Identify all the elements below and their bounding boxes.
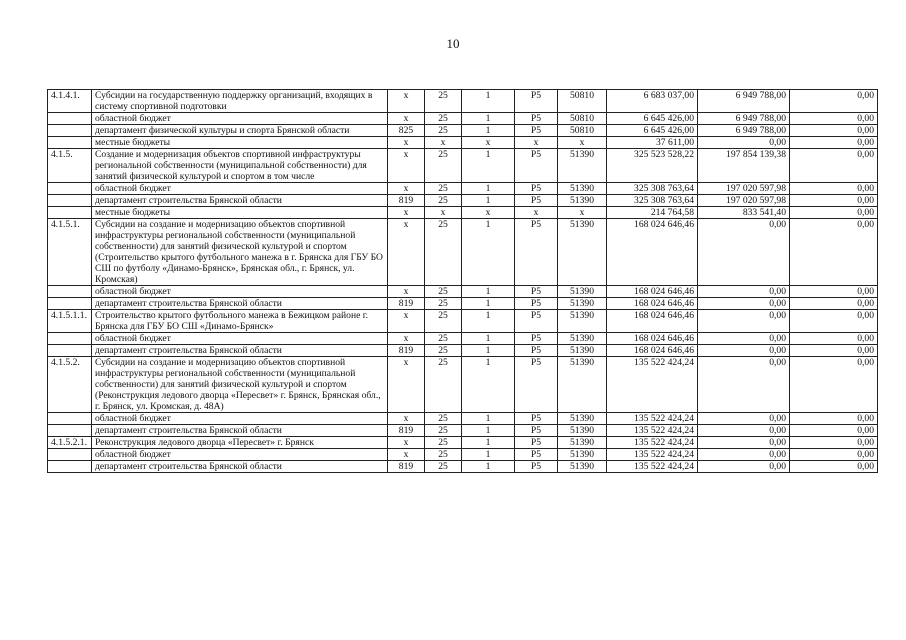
grbs-cell: 819 — [388, 195, 425, 207]
target-article-prefix-cell: х — [515, 207, 558, 219]
amount-year3-cell: 0,00 — [790, 207, 878, 219]
name-cell: местные бюджеты — [92, 137, 388, 149]
amount-year1-cell: 325 308 763,64 — [607, 195, 698, 207]
code-cell — [48, 113, 92, 125]
table-row — [48, 425, 878, 437]
target-article-prefix-cell: P5 — [515, 298, 558, 310]
target-article-prefix-cell: P5 — [515, 413, 558, 425]
amount-year3-cell: 0,00 — [790, 149, 878, 183]
code-cell — [48, 195, 92, 207]
grbs-cell: х — [388, 286, 425, 298]
grbs-cell: х — [388, 207, 425, 219]
subsection-cell: 1 — [462, 183, 515, 195]
amount-year2-cell: 0,00 — [698, 345, 790, 357]
target-article-code-cell: 51390 — [558, 425, 607, 437]
target-article-code-cell: 50810 — [558, 90, 607, 113]
target-article-code-cell: 51390 — [558, 298, 607, 310]
amount-year3-cell: 0,00 — [790, 333, 878, 345]
target-article-prefix-cell: P5 — [515, 449, 558, 461]
section-cell: х — [425, 207, 462, 219]
amount-year2-cell: 6 949 788,00 — [698, 90, 790, 113]
grbs-cell: х — [388, 137, 425, 149]
target-article-code-cell: 51390 — [558, 219, 607, 286]
grbs-cell: х — [388, 183, 425, 195]
subsection-cell: 1 — [462, 345, 515, 357]
table-row — [48, 113, 878, 125]
code-cell — [48, 207, 92, 219]
target-article-prefix-cell: P5 — [515, 113, 558, 125]
amount-year2-cell: 0,00 — [698, 425, 790, 437]
code-cell: 4.1.5.2.1. — [48, 437, 92, 449]
subsection-cell: 1 — [462, 449, 515, 461]
section-cell: 25 — [425, 425, 462, 437]
subsection-cell: 1 — [462, 125, 515, 137]
section-cell: 25 — [425, 310, 462, 333]
amount-year3-cell: 0,00 — [790, 413, 878, 425]
target-article-prefix-cell: P5 — [515, 357, 558, 413]
name-cell: областной бюджет — [92, 286, 388, 298]
amount-year1-cell: 168 024 646,46 — [607, 298, 698, 310]
target-article-code-cell: 51390 — [558, 461, 607, 473]
amount-year2-cell: 0,00 — [698, 333, 790, 345]
section-cell: 25 — [425, 298, 462, 310]
name-cell: департамент строительства Брянской области — [92, 195, 388, 207]
name-cell: областной бюджет — [92, 449, 388, 461]
amount-year3-cell: 0,00 — [790, 425, 878, 437]
grbs-cell: х — [388, 113, 425, 125]
code-cell — [48, 298, 92, 310]
section-cell: 25 — [425, 183, 462, 195]
table-row — [48, 333, 878, 345]
table-row — [48, 90, 878, 113]
grbs-cell: х — [388, 449, 425, 461]
amount-year1-cell: 168 024 646,46 — [607, 310, 698, 333]
table-row — [48, 125, 878, 137]
target-article-code-cell: 51390 — [558, 449, 607, 461]
grbs-cell: 819 — [388, 425, 425, 437]
name-cell: областной бюджет — [92, 183, 388, 195]
target-article-code-cell: х — [558, 207, 607, 219]
name-cell: департамент строительства Брянской области — [92, 425, 388, 437]
target-article-prefix-cell: P5 — [515, 286, 558, 298]
subsection-cell: 1 — [462, 195, 515, 207]
amount-year3-cell: 0,00 — [790, 461, 878, 473]
grbs-cell: 819 — [388, 461, 425, 473]
table-row — [48, 183, 878, 195]
target-article-code-cell: 51390 — [558, 286, 607, 298]
target-article-prefix-cell: P5 — [515, 461, 558, 473]
code-cell — [48, 413, 92, 425]
amount-year1-cell: 6 683 037,00 — [607, 90, 698, 113]
amount-year1-cell: 168 024 646,46 — [607, 333, 698, 345]
target-article-prefix-cell: P5 — [515, 219, 558, 286]
section-cell: 25 — [425, 195, 462, 207]
amount-year2-cell: 0,00 — [698, 437, 790, 449]
amount-year1-cell: 168 024 646,46 — [607, 219, 698, 286]
amount-year2-cell: 0,00 — [698, 413, 790, 425]
code-cell — [48, 345, 92, 357]
target-article-code-cell: 51390 — [558, 149, 607, 183]
table-row — [48, 219, 878, 286]
subsection-cell: 1 — [462, 90, 515, 113]
name-cell: департамент строительства Брянской области — [92, 298, 388, 310]
budget-table — [47, 89, 878, 473]
code-cell — [48, 125, 92, 137]
amount-year3-cell: 0,00 — [790, 125, 878, 137]
amount-year3-cell: 0,00 — [790, 286, 878, 298]
amount-year2-cell: 6 949 788,00 — [698, 125, 790, 137]
code-cell: 4.1.5.1. — [48, 219, 92, 286]
grbs-cell: 819 — [388, 298, 425, 310]
section-cell: 25 — [425, 219, 462, 286]
amount-year2-cell: 197 020 597,98 — [698, 195, 790, 207]
target-article-prefix-cell: P5 — [515, 183, 558, 195]
name-cell: Субсидии на создание и модернизацию объектов спортивной инфраструктуры региональной собственности (муниципальной собственности) для занятий физической культурой и спортом (Строительство крытого футбольного манежа в г. Брянска для ГБУ БО СШ по футболу «Динамо-Брянск», Брянская обл., г. Брянск, ул. Кромская) — [92, 219, 388, 286]
amount-year1-cell: 37 611,00 — [607, 137, 698, 149]
table-row — [48, 345, 878, 357]
subsection-cell: 1 — [462, 437, 515, 449]
amount-year2-cell: 0,00 — [698, 357, 790, 413]
amount-year1-cell: 135 522 424,24 — [607, 461, 698, 473]
section-cell: х — [425, 137, 462, 149]
subsection-cell: х — [462, 137, 515, 149]
target-article-code-cell: х — [558, 137, 607, 149]
grbs-cell: х — [388, 413, 425, 425]
section-cell: 25 — [425, 461, 462, 473]
amount-year1-cell: 135 522 424,24 — [607, 449, 698, 461]
target-article-prefix-cell: х — [515, 137, 558, 149]
section-cell: 25 — [425, 90, 462, 113]
subsection-cell: 1 — [462, 425, 515, 437]
table-row — [48, 286, 878, 298]
name-cell: местные бюджеты — [92, 207, 388, 219]
subsection-cell: 1 — [462, 149, 515, 183]
grbs-cell: 819 — [388, 345, 425, 357]
table-row — [48, 449, 878, 461]
amount-year1-cell: 6 645 426,00 — [607, 125, 698, 137]
code-cell — [48, 449, 92, 461]
subsection-cell: 1 — [462, 113, 515, 125]
amount-year2-cell: 0,00 — [698, 461, 790, 473]
amount-year1-cell: 135 522 424,24 — [607, 357, 698, 413]
code-cell — [48, 333, 92, 345]
section-cell: 25 — [425, 449, 462, 461]
amount-year2-cell: 6 949 788,00 — [698, 113, 790, 125]
target-article-prefix-cell: P5 — [515, 437, 558, 449]
amount-year2-cell: 197 854 139,38 — [698, 149, 790, 183]
target-article-prefix-cell: P5 — [515, 125, 558, 137]
amount-year3-cell: 0,00 — [790, 195, 878, 207]
amount-year3-cell: 0,00 — [790, 183, 878, 195]
target-article-prefix-cell: P5 — [515, 149, 558, 183]
target-article-prefix-cell: P5 — [515, 90, 558, 113]
name-cell: Субсидии на создание и модернизацию объектов спортивной инфраструктуры региональной собственности (муниципальной собственности) для занятий физической культурой и спортом (Реконструкция ледового дворца «Пересвет» г. Брянск, Брянская обл., г. Брянск, ул. Кромская, д. 48А) — [92, 357, 388, 413]
subsection-cell: 1 — [462, 286, 515, 298]
amount-year1-cell: 135 522 424,24 — [607, 413, 698, 425]
section-cell: 25 — [425, 357, 462, 413]
amount-year3-cell: 0,00 — [790, 345, 878, 357]
code-cell — [48, 286, 92, 298]
amount-year2-cell: 0,00 — [698, 310, 790, 333]
code-cell: 4.1.4.1. — [48, 90, 92, 113]
name-cell: областной бюджет — [92, 413, 388, 425]
subsection-cell: 1 — [462, 219, 515, 286]
table-row — [48, 137, 878, 149]
target-article-prefix-cell: P5 — [515, 333, 558, 345]
amount-year3-cell: 0,00 — [790, 357, 878, 413]
amount-year1-cell: 325 308 763,64 — [607, 183, 698, 195]
target-article-code-cell: 51390 — [558, 357, 607, 413]
name-cell: областной бюджет — [92, 333, 388, 345]
target-article-prefix-cell: P5 — [515, 345, 558, 357]
amount-year3-cell: 0,00 — [790, 90, 878, 113]
code-cell: 4.1.5.2. — [48, 357, 92, 413]
amount-year2-cell: 0,00 — [698, 137, 790, 149]
table-row — [48, 310, 878, 333]
name-cell: областной бюджет — [92, 113, 388, 125]
section-cell: 25 — [425, 333, 462, 345]
grbs-cell: х — [388, 437, 425, 449]
target-article-code-cell: 51390 — [558, 333, 607, 345]
amount-year1-cell: 6 645 426,00 — [607, 113, 698, 125]
amount-year2-cell: 0,00 — [698, 449, 790, 461]
grbs-cell: х — [388, 357, 425, 413]
target-article-code-cell: 51390 — [558, 345, 607, 357]
grbs-cell: х — [388, 149, 425, 183]
table-row — [48, 413, 878, 425]
amount-year2-cell: 0,00 — [698, 219, 790, 286]
amount-year3-cell: 0,00 — [790, 113, 878, 125]
table-row — [48, 207, 878, 219]
amount-year1-cell: 325 523 528,22 — [607, 149, 698, 183]
amount-year1-cell: 214 764,58 — [607, 207, 698, 219]
target-article-code-cell: 50810 — [558, 125, 607, 137]
amount-year3-cell: 0,00 — [790, 298, 878, 310]
subsection-cell: 1 — [462, 413, 515, 425]
grbs-cell: х — [388, 310, 425, 333]
table-body — [48, 90, 878, 473]
section-cell: 25 — [425, 125, 462, 137]
table-row — [48, 357, 878, 413]
amount-year3-cell: 0,00 — [790, 310, 878, 333]
section-cell: 25 — [425, 345, 462, 357]
name-cell: департамент физической культуры и спорта Брянской области — [92, 125, 388, 137]
table-row — [48, 298, 878, 310]
target-article-code-cell: 51390 — [558, 310, 607, 333]
amount-year2-cell: 0,00 — [698, 298, 790, 310]
section-cell: 25 — [425, 149, 462, 183]
name-cell: Строительство крытого футбольного манежа в Бежицком районе г. Брянска для ГБУ БО СШ «Динамо-Брянск» — [92, 310, 388, 333]
section-cell: 25 — [425, 113, 462, 125]
code-cell: 4.1.5. — [48, 149, 92, 183]
table-row — [48, 461, 878, 473]
name-cell: департамент строительства Брянской области — [92, 345, 388, 357]
amount-year2-cell: 197 020 597,98 — [698, 183, 790, 195]
target-article-prefix-cell: P5 — [515, 310, 558, 333]
code-cell — [48, 183, 92, 195]
name-cell: Субсидии на государственную поддержку организаций, входящих в систему спортивной подготовки — [92, 90, 388, 113]
table-row — [48, 149, 878, 183]
subsection-cell: 1 — [462, 461, 515, 473]
amount-year1-cell: 135 522 424,24 — [607, 425, 698, 437]
amount-year2-cell: 0,00 — [698, 286, 790, 298]
amount-year1-cell: 135 522 424,24 — [607, 437, 698, 449]
grbs-cell: х — [388, 333, 425, 345]
subsection-cell: х — [462, 207, 515, 219]
table-row — [48, 195, 878, 207]
name-cell: Создание и модернизация объектов спортивной инфраструктуры региональной собственности (муниципальной собственности) для занятий физической культурой и спортом в том числе — [92, 149, 388, 183]
amount-year1-cell: 168 024 646,46 — [607, 345, 698, 357]
name-cell: департамент строительства Брянской области — [92, 461, 388, 473]
target-article-prefix-cell: P5 — [515, 195, 558, 207]
target-article-code-cell: 51390 — [558, 413, 607, 425]
amount-year3-cell: 0,00 — [790, 449, 878, 461]
amount-year1-cell: 168 024 646,46 — [607, 286, 698, 298]
code-cell — [48, 137, 92, 149]
code-cell — [48, 461, 92, 473]
subsection-cell: 1 — [462, 310, 515, 333]
grbs-cell: 825 — [388, 125, 425, 137]
grbs-cell: х — [388, 90, 425, 113]
target-article-code-cell: 51390 — [558, 183, 607, 195]
target-article-code-cell: 51390 — [558, 437, 607, 449]
subsection-cell: 1 — [462, 357, 515, 413]
section-cell: 25 — [425, 437, 462, 449]
code-cell: 4.1.5.1.1. — [48, 310, 92, 333]
target-article-code-cell: 50810 — [558, 113, 607, 125]
amount-year3-cell: 0,00 — [790, 219, 878, 286]
page-number: 10 — [446, 36, 460, 51]
subsection-cell: 1 — [462, 333, 515, 345]
subsection-cell: 1 — [462, 298, 515, 310]
target-article-code-cell: 51390 — [558, 195, 607, 207]
amount-year3-cell: 0,00 — [790, 137, 878, 149]
amount-year2-cell: 833 541,40 — [698, 207, 790, 219]
amount-year3-cell: 0,00 — [790, 437, 878, 449]
target-article-prefix-cell: P5 — [515, 425, 558, 437]
section-cell: 25 — [425, 286, 462, 298]
table-row — [48, 437, 878, 449]
section-cell: 25 — [425, 413, 462, 425]
name-cell: Реконструкция ледового дворца «Пересвет» г. Брянск — [92, 437, 388, 449]
grbs-cell: х — [388, 219, 425, 286]
code-cell — [48, 425, 92, 437]
